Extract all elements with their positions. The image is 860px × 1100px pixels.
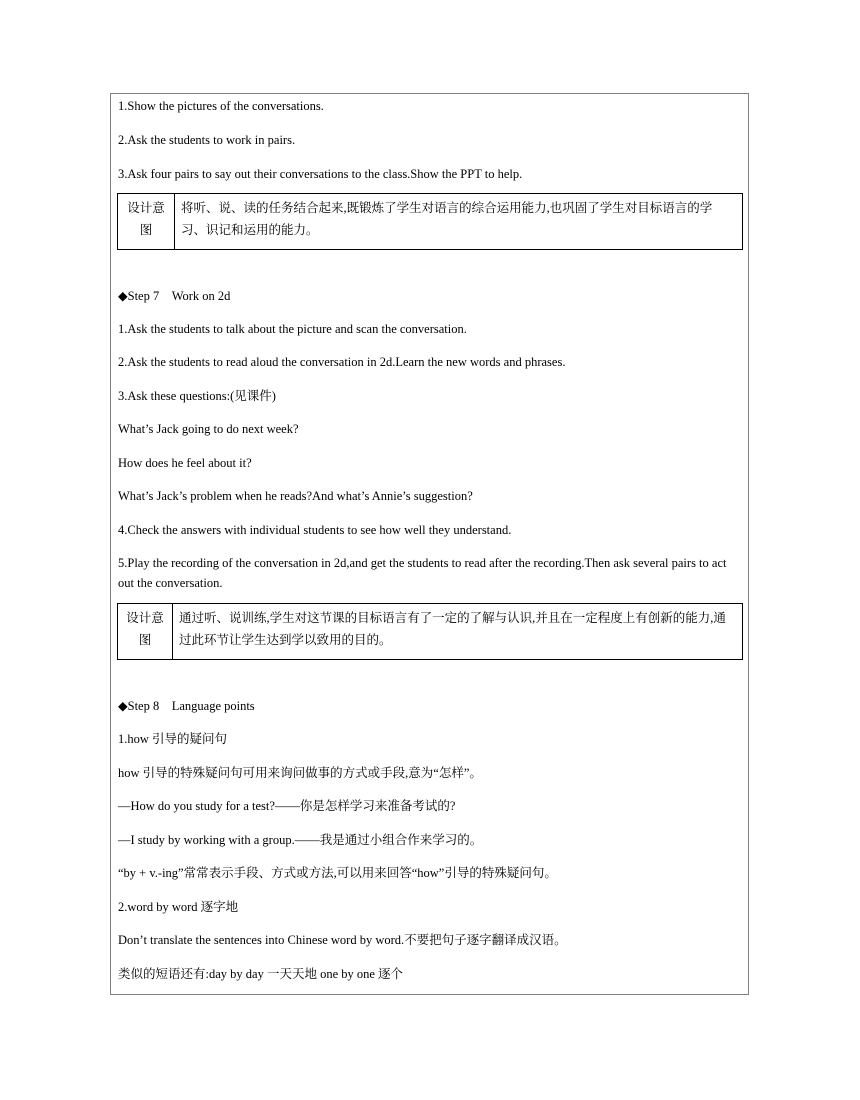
instruction-paragraph: 5.Play the recording of the conversation in 2d,and get the students to read after the recording.Then ask several pairs to act out the conversation. [118, 556, 727, 590]
instruction-line: 3.Ask four pairs to say out their conversations to the class.Show the PPT to help. [118, 167, 523, 181]
language-point-line: how 引导的特殊疑问句可用来询问做事的方式或手段,意为“怎样”。 [118, 766, 482, 780]
question-line: How does he feel about it? [118, 456, 252, 470]
step-heading: ◆Step 8 Language points [118, 699, 255, 713]
language-point-line: “by + v.-ing”常常表示手段、方式或方法,可以用来回答“how”引导的特殊疑问句。 [118, 866, 557, 880]
design-intent-label: 设计意图 [118, 604, 173, 660]
instruction-line: 4.Check the answers with individual students to see how well they understand. [118, 523, 512, 537]
question-line: What’s Jack’s problem when he reads?And what’s Annie’s suggestion? [118, 489, 473, 503]
question-line: What’s Jack going to do next week? [118, 422, 299, 436]
language-point-title: 1.how 引导的疑问句 [118, 732, 228, 746]
design-intent-text: 通过听、说训练,学生对这节课的目标语言有了一定的了解与认识,并且在一定程度上有创新的能力,通过此环节让学生达到学以致用的目的。 [173, 604, 743, 660]
instruction-line: 1.Ask the students to talk about the picture and scan the conversation. [118, 322, 467, 336]
instruction-line: 1.Show the pictures of the conversations. [118, 99, 324, 113]
design-intent-text: 将听、说、读的任务结合起来,既锻炼了学生对语言的综合运用能力,也巩固了学生对目标语言的学习、识记和运用的能力。 [175, 194, 743, 250]
example-line: —How do you study for a test?——你是怎样学习来准备考试的? [118, 799, 456, 813]
instruction-line: 2.Ask the students to read aloud the conversation in 2d.Learn the new words and phrases. [118, 355, 566, 369]
design-intent-table [117, 193, 743, 250]
step-heading: ◆Step 7 Work on 2d [118, 289, 231, 303]
design-intent-table [117, 603, 743, 660]
language-point-line: 类似的短语还有:day by day 一天天地 one by one 逐个 [118, 967, 404, 981]
instruction-line: 2.Ask the students to work in pairs. [118, 133, 296, 147]
instruction-line: 3.Ask these questions:(见课件) [118, 389, 276, 403]
example-line: Don’t translate the sentences into Chinese word by word.不要把句子逐字翻译成汉语。 [118, 933, 567, 947]
example-line: —I study by working with a group.——我是通过小组合作来学习的。 [118, 833, 483, 847]
design-intent-label: 设计意图 [118, 194, 175, 250]
language-point-title: 2.word by word 逐字地 [118, 900, 239, 914]
